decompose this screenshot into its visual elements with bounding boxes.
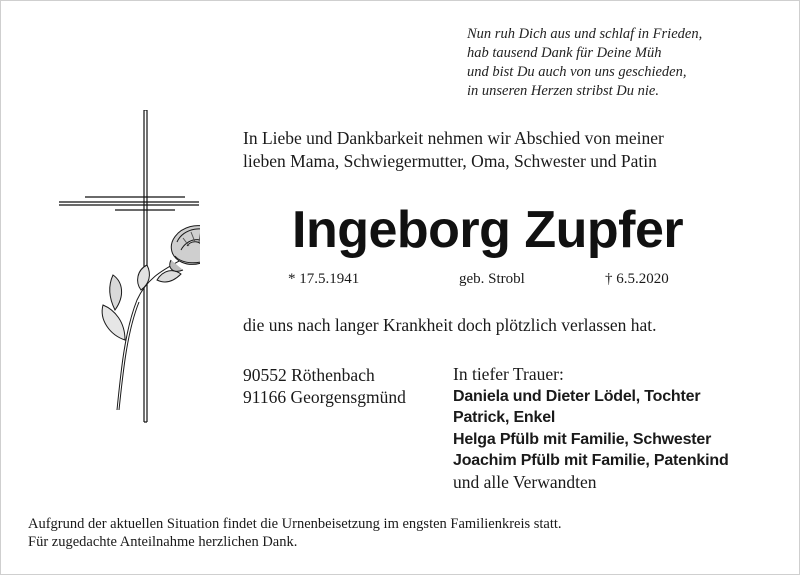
subline-text: die uns nach langer Krankheit doch plötzlich verlassen hat. bbox=[243, 315, 657, 335]
footer-line: Für zugedachte Anteilnahme herzlichen Dank. bbox=[28, 534, 298, 550]
poem bbox=[467, 25, 702, 101]
poem-line: und bist Du auch von uns geschieden, bbox=[467, 64, 687, 80]
mourner-name: Joachim Pfülb mit Familie, Patenkind bbox=[453, 452, 729, 469]
cross-and-rose-illustration bbox=[55, 110, 200, 430]
rose-icon bbox=[102, 220, 200, 410]
mourners-closing: und alle Verwandten bbox=[453, 471, 597, 492]
mourners-heading: In tiefer Trauer: bbox=[453, 364, 564, 384]
maiden-name: geb. Strobl bbox=[459, 271, 525, 287]
footer-note bbox=[28, 515, 562, 551]
intro-text bbox=[243, 127, 664, 173]
poem-line: Nun ruh Dich aus und schlaf in Frieden, bbox=[467, 26, 703, 42]
place-item: 90552 Röthenbach bbox=[243, 365, 375, 385]
death-date: † 6.5.2020 bbox=[605, 271, 669, 287]
mourner-name: Patrick, Enkel bbox=[453, 409, 556, 426]
poem-line: in unseren Herzen stribst Du nie. bbox=[467, 83, 659, 99]
mourner-name: Daniela und Dieter Lödel, Tochter bbox=[453, 387, 701, 405]
footer-line: Aufgrund der aktuellen Situation findet die Urnenbeisetzung im engsten Familienkreis statt. bbox=[28, 516, 562, 532]
birth-date: * 17.5.1941 bbox=[288, 271, 360, 287]
mourners-list bbox=[453, 364, 729, 493]
intro-line: In Liebe und Dankbarkeit nehmen wir Abschied von meiner bbox=[243, 128, 664, 148]
place-item: 91166 Georgensgmünd bbox=[243, 387, 406, 407]
deceased-name: Ingeborg Zupfer bbox=[292, 201, 684, 259]
places-list bbox=[243, 364, 406, 408]
intro-line: lieben Mama, Schwiegermutter, Oma, Schwester und Patin bbox=[243, 151, 657, 171]
mourner-name: Helga Pfülb mit Familie, Schwester bbox=[453, 430, 712, 448]
poem-line: hab tausend Dank für Deine Müh bbox=[467, 45, 662, 61]
